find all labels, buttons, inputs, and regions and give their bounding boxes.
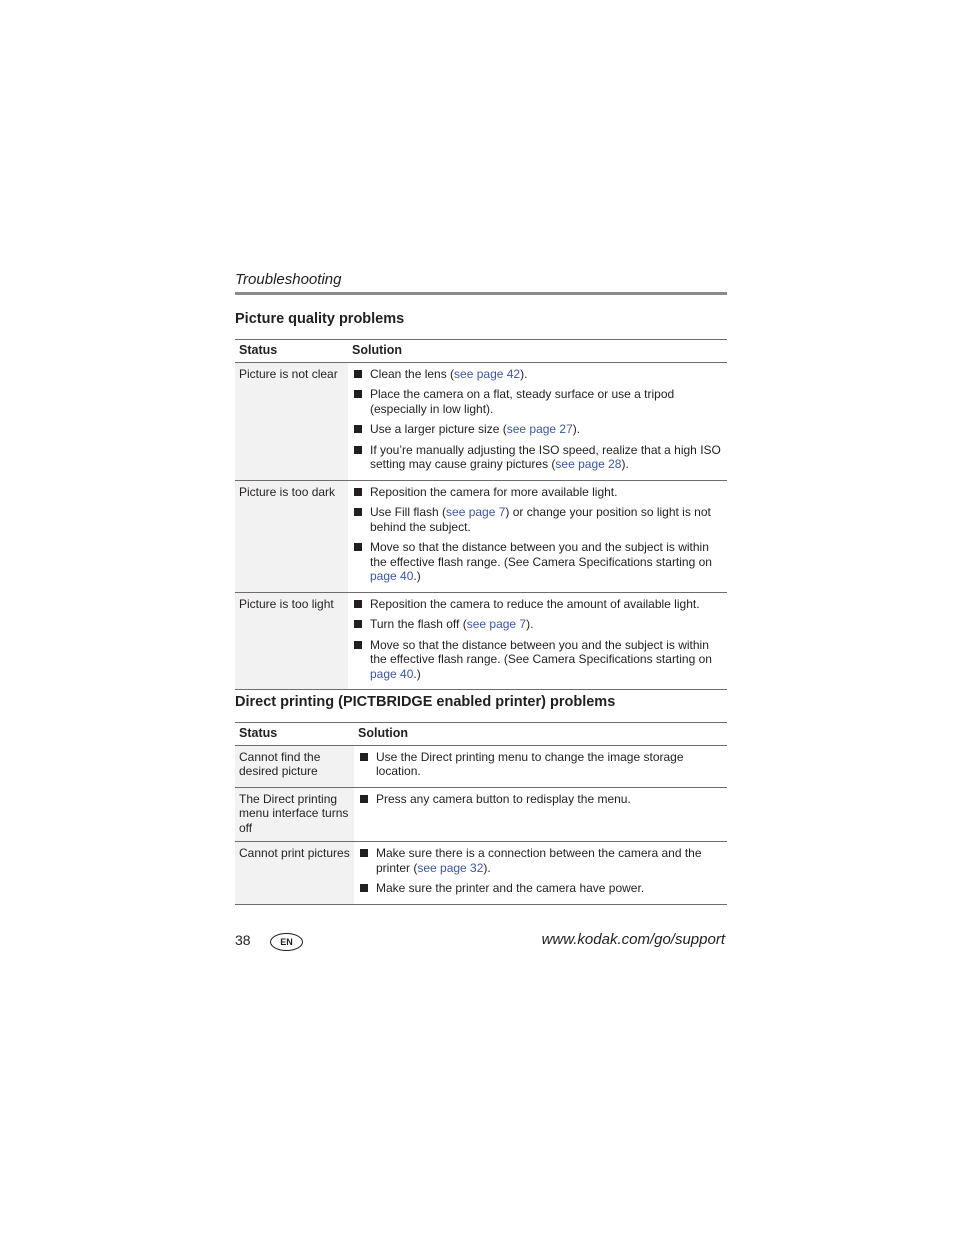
page-reference-link[interactable]: page 40 [370,569,414,583]
table-header-row [235,723,727,746]
support-url: www.kodak.com/go/support [541,931,725,948]
table-row [235,842,727,905]
running-head: Troubleshooting [235,270,727,295]
solution-cell [354,745,727,787]
solution-text: Move so that the distance between you and the subject is within the effective flash range. (See Camera Specifications starting on [370,637,712,666]
list-item [352,485,723,500]
column-header-status: Status [235,723,354,746]
solution-text: Clean the lens ( [370,366,455,381]
page-footer [235,930,725,954]
solution-text: ). [526,617,534,631]
solution-cell [354,842,727,905]
solution-cell [348,362,727,480]
square-bullet-icon [354,543,362,551]
solution-text: If you’re manually adjusting the ISO speed, realize that a high ISO setting may cause grainy pictures ( [370,442,721,471]
page-reference-link[interactable]: see page 7 [466,617,527,631]
picture-quality-table [235,339,727,690]
solution-text: Press any camera button to redisplay the menu. [376,791,631,806]
solution-text: ). [621,457,629,471]
column-header-status: Status [235,340,348,363]
solution-text: Use a larger picture size ( [370,422,507,436]
solution-list [352,597,723,682]
square-bullet-icon [360,849,368,857]
table-row [235,745,727,787]
square-bullet-icon [354,370,362,378]
solution-list [352,367,723,472]
solution-list [358,846,723,896]
solution-text: ) or change your position so light is not behind the subject. [370,505,711,534]
solution-text: .) [413,666,421,681]
list-item [358,846,723,875]
list-item [352,505,723,534]
status-cell: Picture is too dark [235,480,348,592]
list-item [352,617,723,632]
solution-cell [354,787,727,842]
square-bullet-icon [354,446,362,454]
section-title-direct-printing: Direct printing (PICTBRIDGE enabled printer) problems [235,694,616,710]
table-row [235,592,727,690]
status-cell: Cannot find the desired picture [235,745,354,787]
page-reference-link[interactable]: see page 27 [506,422,573,436]
solution-list [352,485,723,584]
solution-text: Reposition the camera for more available light. [370,484,618,499]
solution-list [358,750,723,779]
section-title-picture-quality: Picture quality problems [235,311,405,327]
list-item [352,638,723,682]
status-cell: Picture is not clear [235,362,348,480]
list-item [352,367,723,382]
solution-text: ). [572,422,581,436]
list-item [358,881,723,896]
table-row [235,362,727,480]
solution-text: Reposition the camera to reduce the amount of available light. [370,596,700,611]
page-reference-link[interactable]: see page 7 [446,505,506,519]
square-bullet-icon [354,641,362,649]
solution-text: ). [483,860,491,875]
table-header-row [235,340,727,363]
solution-text: Make sure the printer and the camera have power. [376,881,645,895]
solution-text: Use the Direct printing menu to change the image storage location. [376,749,684,778]
table-row [235,787,727,842]
solution-text: ). [520,366,528,381]
solution-text: Make sure there is a connection between the camera and the printer ( [376,846,702,875]
square-bullet-icon [354,508,362,516]
list-item [352,540,723,584]
solution-list [358,792,723,807]
page-content [235,270,727,905]
solution-text: Place the camera on a flat, steady surface or use a tripod (especially in low light). [370,387,675,416]
square-bullet-icon [354,425,362,433]
language-badge-icon: EN [270,933,303,951]
status-cell: Picture is too light [235,592,348,690]
solution-cell [348,592,727,690]
page-reference-link[interactable]: page 40 [370,666,414,681]
column-header-solution: Solution [354,723,727,746]
direct-printing-table [235,722,727,905]
square-bullet-icon [360,884,368,892]
list-item [358,750,723,779]
square-bullet-icon [360,753,368,761]
page-reference-link[interactable]: see page 28 [555,457,622,471]
list-item [352,422,723,437]
list-item [352,597,723,612]
column-header-solution: Solution [348,340,727,363]
table-row [235,480,727,592]
list-item [358,792,723,807]
page-reference-link[interactable]: see page 32 [417,860,484,875]
list-item [352,387,723,416]
square-bullet-icon [360,795,368,803]
page-number: 38 [235,932,251,948]
solution-text: .) [413,569,421,583]
solution-text: Use Fill flash ( [370,505,447,519]
square-bullet-icon [354,390,362,398]
status-cell: Cannot print pictures [235,842,354,905]
solution-cell [348,480,727,592]
solution-text: Turn the flash off ( [370,617,467,631]
solution-text: Move so that the distance between you and the subject is within the effective flash range. (See Camera Specifications starting on [370,540,712,569]
page-reference-link[interactable]: see page 42 [454,366,521,381]
square-bullet-icon [354,620,362,628]
square-bullet-icon [354,600,362,608]
list-item [352,443,723,472]
status-cell: The Direct printing menu interface turns off [235,787,354,842]
square-bullet-icon [354,488,362,496]
